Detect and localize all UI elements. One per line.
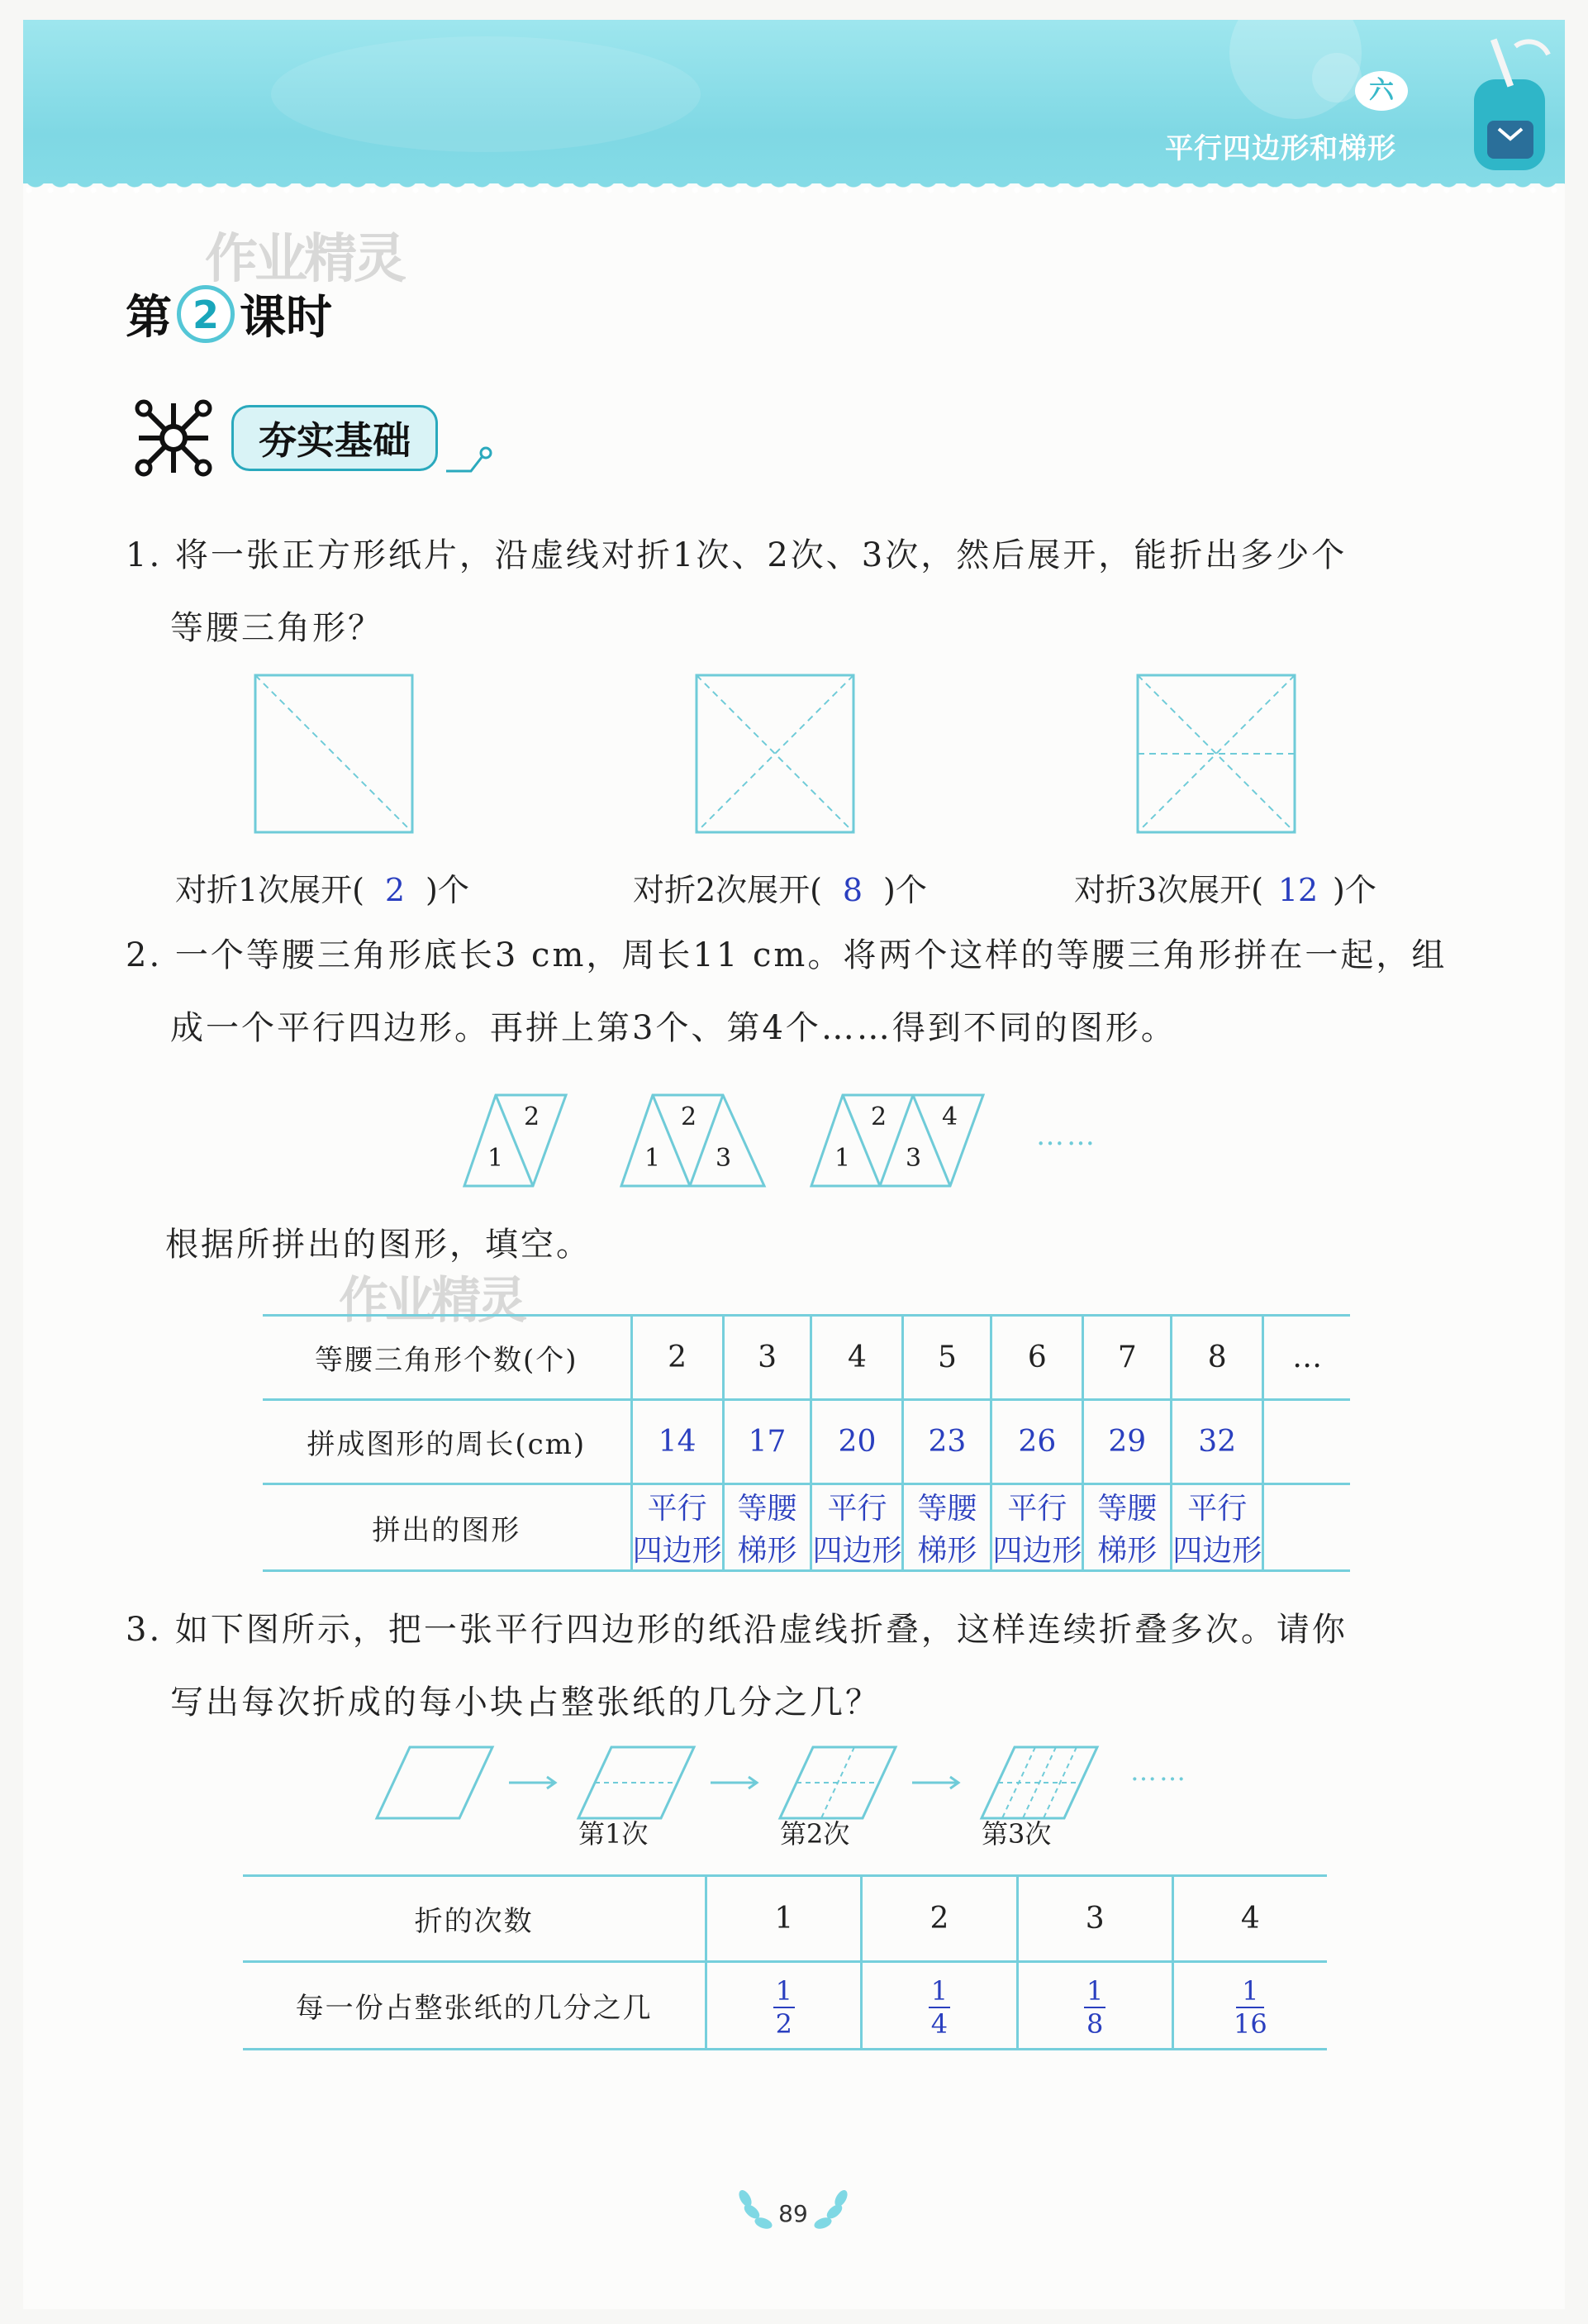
fraction-numerator: 1 — [1086, 1975, 1104, 2007]
chapter-title: 平行四边形和梯形 — [1165, 132, 1396, 165]
fold-label: 第1次 — [578, 1818, 649, 1850]
shape-cell-top: 平行 — [1187, 1492, 1248, 1526]
banner-lace-dots — [23, 187, 1565, 193]
perimeter-cell: 29 — [1083, 1400, 1172, 1484]
fraction-denominator: 8 — [1086, 2008, 1104, 2040]
q1-answer-2 — [633, 864, 927, 910]
perimeter-cell: 32 — [1172, 1400, 1263, 1484]
shape-cell-top: 平行 — [827, 1492, 887, 1526]
fold-label: 第3次 — [982, 1818, 1052, 1850]
row-header: 等腰三角形个数(个) — [263, 1316, 631, 1400]
q1-text-line1: 1. 将一张正方形纸片，沿虚线对折1次、2次、3次，然后展开，能折出多少个 — [126, 536, 1348, 574]
square-fold-3 — [1137, 674, 1296, 833]
watermark: 作业精灵 — [339, 1272, 524, 1330]
times-cell: 4 — [1172, 1876, 1327, 1962]
table-row — [263, 1484, 1350, 1571]
shape-label: 3 — [906, 1144, 925, 1173]
shape-cell — [631, 1484, 723, 1571]
row-header: 拼出的图形 — [263, 1484, 631, 1571]
lesson-title — [126, 281, 332, 347]
q3-text-line2: 写出每次折成的每小块占整张纸的几分之几？ — [170, 1683, 881, 1722]
fraction-numerator: 1 — [930, 1975, 949, 2007]
fraction-cell — [1017, 1962, 1172, 2050]
table-row — [243, 1876, 1327, 1962]
shape-cell-bottom: 四边形 — [992, 1534, 1082, 1568]
shape-cell — [1263, 1484, 1350, 1571]
shape-cell-top: 等腰 — [737, 1492, 797, 1526]
q1-answer-1-suffix: )个 — [426, 872, 469, 908]
shape-cell-bottom: 梯形 — [917, 1534, 977, 1568]
shape-cell — [991, 1484, 1083, 1571]
shape-cell — [1172, 1484, 1263, 1571]
shape-cell — [1083, 1484, 1172, 1571]
section-header — [132, 397, 438, 479]
q1-answer-2-label: 对折2次展开( — [633, 872, 823, 908]
shape-cell-bottom: 四边形 — [812, 1534, 902, 1568]
q1-answer-2-suffix: )个 — [883, 872, 927, 908]
shape-label: 4 — [942, 1102, 961, 1131]
row-header: 拼成图形的周长(cm) — [263, 1400, 631, 1484]
shape-cell-top: 等腰 — [917, 1492, 977, 1526]
q1-answer-3 — [1074, 864, 1376, 910]
count-cell: 8 — [1172, 1316, 1263, 1400]
shape-label: 1 — [834, 1144, 853, 1173]
q3-text-line1: 3. 如下图所示，把一张平行四边形的纸沿虚线折叠，这样连续折叠多次。请你 — [126, 1611, 1348, 1649]
square-fold-1 — [254, 674, 413, 833]
row-header: 每一份占整张纸的几分之几 — [243, 1962, 706, 2050]
perimeter-cell: 26 — [991, 1400, 1083, 1484]
count-cell: 3 — [723, 1316, 811, 1400]
shape-cell — [723, 1484, 811, 1571]
row-header: 折的次数 — [243, 1876, 706, 1962]
q1-answer-3-value: 12 — [1277, 872, 1319, 908]
table-row — [263, 1400, 1350, 1484]
q1-answer-2-value: 8 — [842, 872, 863, 908]
backpack-icon — [1466, 30, 1557, 179]
shape-cell-bottom: 梯形 — [737, 1534, 797, 1568]
table-row — [263, 1316, 1350, 1400]
q2-table — [263, 1314, 1350, 1572]
shape-cell-bottom: 四边形 — [632, 1534, 722, 1568]
fraction-denominator: 4 — [930, 2008, 949, 2040]
q2-shapes-ellipsis: …… — [1036, 1119, 1097, 1152]
q1-answer-3-label: 对折3次展开( — [1074, 872, 1264, 908]
lesson-suffix: 课时 — [240, 291, 332, 345]
perimeter-cell: 23 — [903, 1400, 991, 1484]
watermark: 作业精灵 — [205, 229, 403, 290]
fold-label: 第2次 — [780, 1818, 850, 1850]
q2-text-line2: 成一个平行四边形。再拼上第3个、第4个……得到不同的图形。 — [170, 1009, 1177, 1047]
fraction-cell — [862, 1962, 1017, 2050]
shape-label: 1 — [487, 1144, 506, 1173]
shape-cell-top: 平行 — [647, 1492, 707, 1526]
times-cell: 1 — [706, 1876, 862, 1962]
q1-answer-1-value: 2 — [384, 872, 406, 908]
shape-cell-top: 等腰 — [1097, 1492, 1158, 1526]
section-label: 夯实基础 — [231, 405, 438, 471]
count-cell: 5 — [903, 1316, 991, 1400]
fraction-denominator: 16 — [1234, 2008, 1267, 2040]
perimeter-cell — [1263, 1400, 1350, 1484]
count-cell: … — [1263, 1316, 1350, 1400]
lesson-prefix: 第 — [126, 291, 172, 345]
perimeter-cell: 20 — [811, 1400, 903, 1484]
table-row — [243, 1962, 1327, 2050]
page-number: 89 — [778, 2200, 808, 2227]
shape-cell-bottom: 四边形 — [1172, 1534, 1262, 1568]
shape-label: 2 — [524, 1102, 543, 1131]
q2-instruction: 根据所拼出的图形，填空。 — [165, 1226, 592, 1264]
shape-label: 2 — [871, 1102, 890, 1131]
chapter-number-badge: 六 — [1355, 71, 1408, 111]
shape-label: 3 — [716, 1144, 735, 1173]
shape-cell — [903, 1484, 991, 1571]
square-fold-2 — [696, 674, 854, 833]
times-cell: 2 — [862, 1876, 1017, 1962]
fraction-denominator: 2 — [775, 2008, 792, 2040]
shape-label: 2 — [681, 1102, 700, 1131]
fraction-numerator: 1 — [775, 1975, 792, 2007]
fraction-numerator: 1 — [1242, 1975, 1259, 2007]
shape-cell-top: 平行 — [1007, 1492, 1067, 1526]
section-connector-line — [446, 446, 496, 488]
q3-table — [243, 1874, 1327, 2050]
count-cell: 2 — [631, 1316, 723, 1400]
q1-answer-3-suffix: )个 — [1333, 872, 1376, 908]
count-cell: 6 — [991, 1316, 1083, 1400]
q1-answer-1-label: 对折1次展开( — [175, 872, 365, 908]
perimeter-cell: 14 — [631, 1400, 723, 1484]
triangle-shape-2 — [463, 1091, 570, 1190]
network-icon — [132, 397, 215, 479]
shape-cell-bottom: 梯形 — [1097, 1534, 1158, 1568]
count-cell: 4 — [811, 1316, 903, 1400]
q2-text-line1: 2. 一个等腰三角形底长3 cm，周长11 cm。将两个这样的等腰三角形拼在一起，组 — [126, 936, 1448, 974]
q3-fold-ellipsis: …… — [1130, 1755, 1188, 1787]
perimeter-cell: 17 — [723, 1400, 811, 1484]
shape-cell — [811, 1484, 903, 1571]
times-cell: 3 — [1017, 1876, 1172, 1962]
fraction-cell — [706, 1962, 862, 2050]
count-cell: 7 — [1083, 1316, 1172, 1400]
shape-label: 1 — [644, 1144, 663, 1173]
q1-text-line2: 等腰三角形？ — [170, 609, 383, 647]
lesson-number-badge: 2 — [177, 285, 235, 343]
fraction-cell — [1172, 1962, 1327, 2050]
q1-answer-1 — [175, 864, 469, 910]
triangle-shape-4 — [810, 1091, 991, 1190]
